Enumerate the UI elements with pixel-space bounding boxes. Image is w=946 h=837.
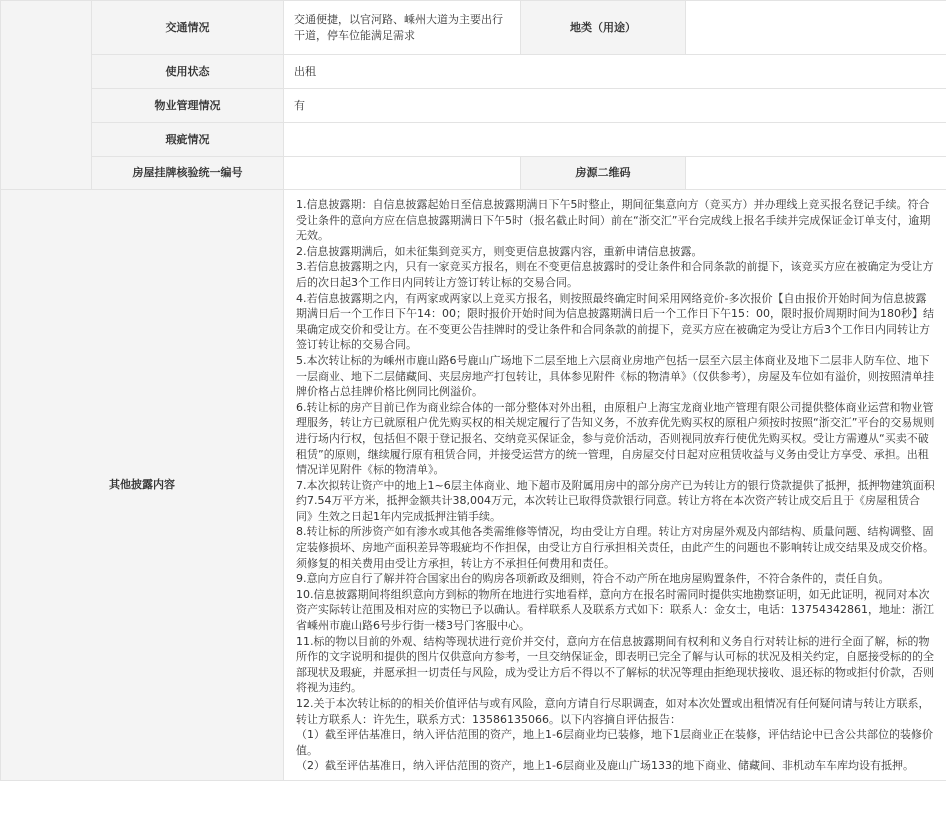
usage-label: 使用状态 <box>92 55 284 89</box>
qr-code-label: 房源二维码 <box>521 157 686 190</box>
land-use-label: 地类（用途） <box>521 1 686 55</box>
defects-value <box>284 123 946 157</box>
listing-code-label: 房屋挂牌核验统一编号 <box>92 157 284 190</box>
traffic-row <box>1 1 946 55</box>
disclosure-paragraph: 7.本次拟转让资产中的地上1~6层主体商业、地下超市及附属用房中的部分房产已为转让方的银行贷款提供了抵押，抵押物建筑面积约7.54万平方米，抵押金额共计38,004万元，本次转让已取得贷款银行同意。转让方将在本次资产转让成交后且于《房屋租赁合同》生效之日起1年内完成抵押注销手续。 <box>296 478 935 523</box>
disclosure-paragraph: 3.若信息披露期之内，只有一家竞买方报名，则在不变更信息披露时的受让条件和合同条款的前提下，该竞买方应在被确定为受让方后的次日起3个工作日内同转让方签订转让标的交易合同。 <box>296 260 934 289</box>
disclosure-paragraph: 11.标的物以目前的外观、结构等现状进行竞价并交付，意向方在信息披露期间有权利和义务自行对转让标的进行全面了解，标的物所作的文字说明和提供的图片仅供意向方参考，一旦交纳保证金，即表明已完全了解与认可标的状况及相关约定，自愿接受标的的全部现状及瑕疵，并愿承担一切责任与风险，成为受让方后不得以不了解标的状况等理由拒绝现状接收、退还标的物或拒付价款，否则将视为违约。 <box>296 634 934 695</box>
disclosure-paragraph: 2.信息披露期满后，如未征集到竞买方，则变更信息披露内容，重新申请信息披露。 <box>296 244 703 258</box>
disclosure-paragraph: 5.本次转让标的为嵊州市鹿山路6号鹿山广场地下二层至地上六层商业房地产包括一层至六层主体商业及地下二层非人防车位、地下一层商业、地下二层储藏间、夹层房地产打包转让，具体参见附件《标的物清单》（仅供参考），房屋及车位如有溢价，则按照清单挂牌价格占总挂牌价格比例同比例溢价。 <box>296 353 934 399</box>
listing-code-value <box>284 157 521 190</box>
property-mgmt-value: 有 <box>284 89 946 123</box>
other-disclosure-label: 其他披露内容 <box>1 190 284 781</box>
qr-code-value <box>686 157 946 190</box>
defects-row <box>1 123 946 157</box>
property-mgmt-row <box>1 89 946 123</box>
traffic-label: 交通情况 <box>92 1 284 55</box>
land-use-value <box>686 1 946 55</box>
listing-code-row <box>1 157 946 190</box>
disclosure-paragraph: 12.关于本次转让标的的相关价值评估与或有风险，意向方请自行尽职调查，如对本次处置或出租情况有任何疑问请与转让方联系，转让方联系人：许先生，联系方式：13586135066。以下内容摘自评估报告： <box>296 697 930 726</box>
disclosure-paragraph: 8.转让标的所涉资产如有渗水或其他各类需维修等情况，均由受让方自理。转让方对房屋外观及内部结构、质量问题、结构调整、固定装修损坏、房地产面积差异等瑕疵均不作担保，由受让方自行承担相关责任，由此产生的问题也不影响转让成交结果及成交价格。须修复的相关费用由受让方承担，转让方不承担任何费用和责任。 <box>296 525 934 570</box>
property-mgmt-label: 物业管理情况 <box>92 89 284 123</box>
defects-label: 瑕疵情况 <box>92 123 284 157</box>
disclosure-paragraph: 4.若信息披露期之内，有两家或两家以上竞买方报名，则按照最终确定时间采用网络竞价-多次报价【自由报价开始时间为信息披露期满日后一个工作日下午14：00；限时报价开始时间为信息披露期满日后一个工作日下午15：00，限时报价周期时间为180秒】结果确定成交价和受让方。在不变更公告挂牌时的受让条件和合同条款的前提下，竞买方应在被确定为受让方后3个工作日内同转让方签订转让标的交易合同。 <box>296 291 934 352</box>
other-disclosure-content <box>284 190 946 781</box>
disclosure-paragraph: 1.信息披露期：自信息披露起始日至信息披露期满日下午5时整止，期间征集意向方（竞买方）并办理线上竞买报名登记手续。符合受让条件的意向方应在信息披露期满日下午5时（报名截止时间）前在“浙交汇”平台完成线上报名手续并完成保证金订单支付，逾期无效。 <box>296 198 931 243</box>
disclosure-paragraph: 9.意向方应自行了解并符合国家出台的购房各项新政及细则，符合不动产所在地房屋购置条件，不符合条件的，责任自负。 <box>296 572 890 586</box>
usage-value: 出租 <box>284 55 946 89</box>
disclosure-paragraph: （2）截至评估基准日，纳入评估范围的资产，地上1-6层商业及鹿山广场133的地下商业、储藏间、非机动车车库均设有抵押。 <box>296 759 914 773</box>
disclosure-paragraph: 6.转让标的房产目前已作为商业综合体的一部分整体对外出租，由原租户上海宝龙商业地产管理有限公司提供整体商业运营和物业管理服务，转让方已就原租户优先购买权的相关规定履行了告知义务，不放弃优先购买权的原租户须按时按照“浙交汇”平台的交易规则进行场内行权，包括但不限于登记报名、交纳竞买保证金，参与竞价活动，否则视同放弃行使优先购买权。受让方需遵从“买卖不破租赁”的原则，继续履行原有租赁合同，并接受运营方的统一管理，自房屋交付日起对应租赁收益与义务由受让方享受、承担。出租情况详见附件《标的物清单》。 <box>296 400 935 477</box>
usage-row <box>1 55 946 89</box>
traffic-value: 交通便捷，以官河路、嵊州大道为主要出行干道，停车位能满足需求 <box>284 1 521 55</box>
left-spacer <box>1 1 92 190</box>
other-disclosure-row <box>1 190 946 781</box>
disclosure-paragraph: （1）截至评估基准日，纳入评估范围的资产，地上1-6层商业均已装修，地下1层商业正在装修，评估结论中已含公共部位的装修价值。 <box>296 728 933 757</box>
disclosure-paragraph: 10.信息披露期间将组织意向方到标的物所在地进行实地看样，意向方在报名时需同时提供实地勘察证明，如无此证明，视同对本次资产实际转让范围及相对应的实物已予以确认。看样联系人及联系方式如下：联系人：金女士，电话：13754342861，地址：浙江省嵊州市鹿山路6号步行街一楼3号门客服中心。 <box>296 587 934 633</box>
